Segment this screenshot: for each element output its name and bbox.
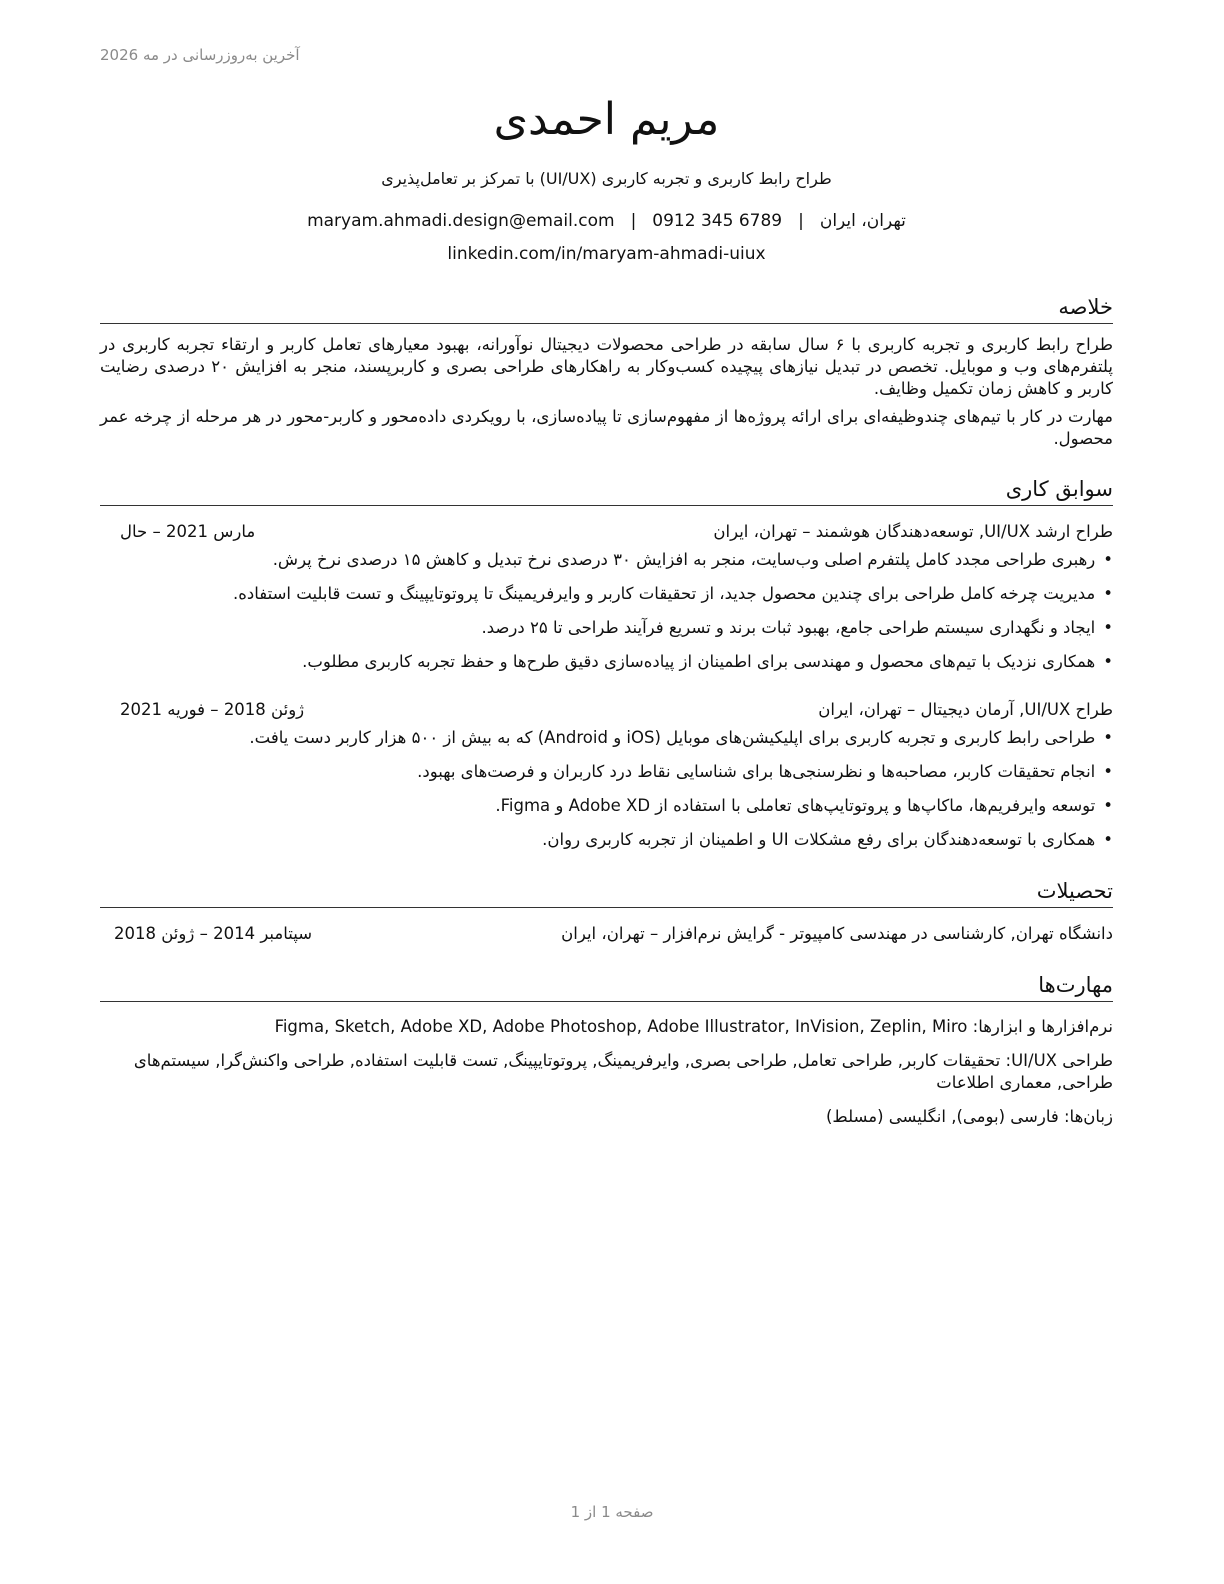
skill-line-languages xyxy=(100,1106,1113,1128)
resume-content xyxy=(100,90,1113,1128)
education-date: سپتامبر 2014 – ژوئن 2018 xyxy=(114,924,313,943)
job-bullet: • توسعه وایرفریم‌ها، ماکاپ‌ها و پروتوتایپ‌های تعاملی با استفاده از Adobe XD و Figma. xyxy=(100,794,1113,818)
education-entry xyxy=(100,922,1113,946)
skill-label: زبان‌ها: xyxy=(1064,1107,1113,1126)
job-entry xyxy=(100,698,1113,852)
skill-label: نرم‌افزارها و ابزارها: xyxy=(972,1017,1113,1036)
skill-label: طراحی UI/UX: xyxy=(1005,1051,1113,1070)
job-bullet: • انجام تحقیقات کاربر، مصاحبه‌ها و نظرسنجی‌ها برای شناسایی نقاط درد کاربران و فرصت‌های بهبود. xyxy=(100,760,1113,784)
contact-email[interactable]: maryam.ahmadi.design@email.com xyxy=(307,211,615,231)
skill-value: Figma, Sketch, Adobe XD, Adobe Photoshop, Adobe Illustrator, InVision, Zeplin, Miro xyxy=(274,1017,968,1036)
candidate-name: مریم احمدی xyxy=(493,94,720,145)
job-bullet: • ایجاد و نگهداری سیستم طراحی جامع، بهبود ثبات برند و تسریع فرآیند طراحی تا ۲۵ درصد. xyxy=(100,616,1113,640)
skill-line-tools xyxy=(100,1016,1113,1038)
skill-value: تحقیقات کاربر, طراحی تعامل, طراحی بصری, وایرفریمینگ, پروتوتایپینگ, تست قابلیت استفاده, طراحی واکنش‌گرا, سیستم‌های طراحی, معماری اطلاعات xyxy=(133,1051,1113,1092)
job-bullet: • مدیریت چرخه کامل طراحی برای چندین محصول جدید، از تحقیقات کاربر و وایرفریمینگ تا پروتوتایپینگ و تست قابلیت استفاده. xyxy=(100,582,1113,606)
job-date: مارس 2021 – حال xyxy=(120,522,256,541)
job-bullet: • همکاری نزدیک با تیم‌های محصول و مهندسی برای اطمینان از پیاده‌سازی دقیق طرح‌ها و حفظ تجربه کاربری مطلوب. xyxy=(100,650,1113,674)
contact-phone: 0912 345 6789 xyxy=(652,211,783,231)
job-role: طراح ارشد UI/UX, توسعه‌دهندگان هوشمند – تهران، ایران xyxy=(713,522,1113,541)
contact-location: تهران، ایران xyxy=(819,211,906,231)
linkedin-link[interactable]: linkedin.com/in/maryam-ahmadi-uiux xyxy=(447,244,766,264)
page-number: صفحه 1 از 1 xyxy=(570,1503,654,1521)
job-bullet: • رهبری طراحی مجدد کامل پلتفرم اصلی وب‌سایت، منجر به افزایش ۳۰ درصدی نرخ تبدیل و کاهش ۱۵ درصدی نرخ پرش. xyxy=(100,548,1113,572)
contact-line xyxy=(100,209,1113,233)
contact-separator: | xyxy=(630,211,637,231)
skill-value: فارسی (بومی), انگلیسی (مسلط) xyxy=(825,1107,1059,1126)
education-title: تحصیلات xyxy=(100,876,1113,908)
job-bullet: • همکاری با توسعه‌دهندگان برای رفع مشکلات UI و اطمینان از تجربه کاربری روان. xyxy=(100,828,1113,852)
job-date: ژوئن 2018 – فوریه 2021 xyxy=(120,700,305,719)
skill-line-design xyxy=(100,1050,1113,1094)
skills-title: مهارت‌ها xyxy=(100,970,1113,1002)
summary-title: خلاصه xyxy=(100,292,1113,324)
job-role: طراح UI/UX, آرمان دیجیتال – تهران، ایران xyxy=(818,700,1113,719)
summary-paragraph: طراح رابط کاربری و تجربه کاربری با ۶ سال سابقه در طراحی محصولات دیجیتال نوآورانه، بهبود معیارهای تعامل کاربر و ارتقاء تجربه کاربری در پلتفرم‌های وب و موبایل. تخصص در تبدیل نیازهای پیچیده کسب‌وکار به راهکارهای طراحی بصری و کاربرپسند، منجر به افزایش ۲۰ درصدی رضایت کاربر و کاهش زمان تکمیل وظایف. xyxy=(100,335,1113,398)
job-bullet: • طراحی رابط کاربری و تجربه کاربری برای اپلیکیشن‌های موبایل (iOS و Android) که به بیش از ۵۰۰ هزار کاربر دست یافت. xyxy=(100,726,1113,750)
last-updated: آخرین به‌روزرسانی در مه 2026 xyxy=(100,46,300,64)
job-entry xyxy=(100,520,1113,674)
education-degree: دانشگاه تهران, کارشناسی در مهندسی کامپیوتر - گرایش نرم‌افزار – تهران، ایران xyxy=(561,924,1113,943)
contact-separator: | xyxy=(798,211,804,231)
experience-title: سوابق کاری xyxy=(100,474,1113,506)
summary-paragraph: مهارت در کار با تیم‌های چندوظیفه‌ای برای ارائه پروژه‌ها از مفهوم‌سازی تا پیاده‌سازی، با رویکردی داده‌محور و کاربر-محور در هر مرحله از چرخه عمر محصول. xyxy=(100,407,1113,448)
tagline: طراح رابط کاربری و تجربه کاربری (UI/UX) با تمرکز بر تعامل‌پذیری xyxy=(381,169,832,188)
